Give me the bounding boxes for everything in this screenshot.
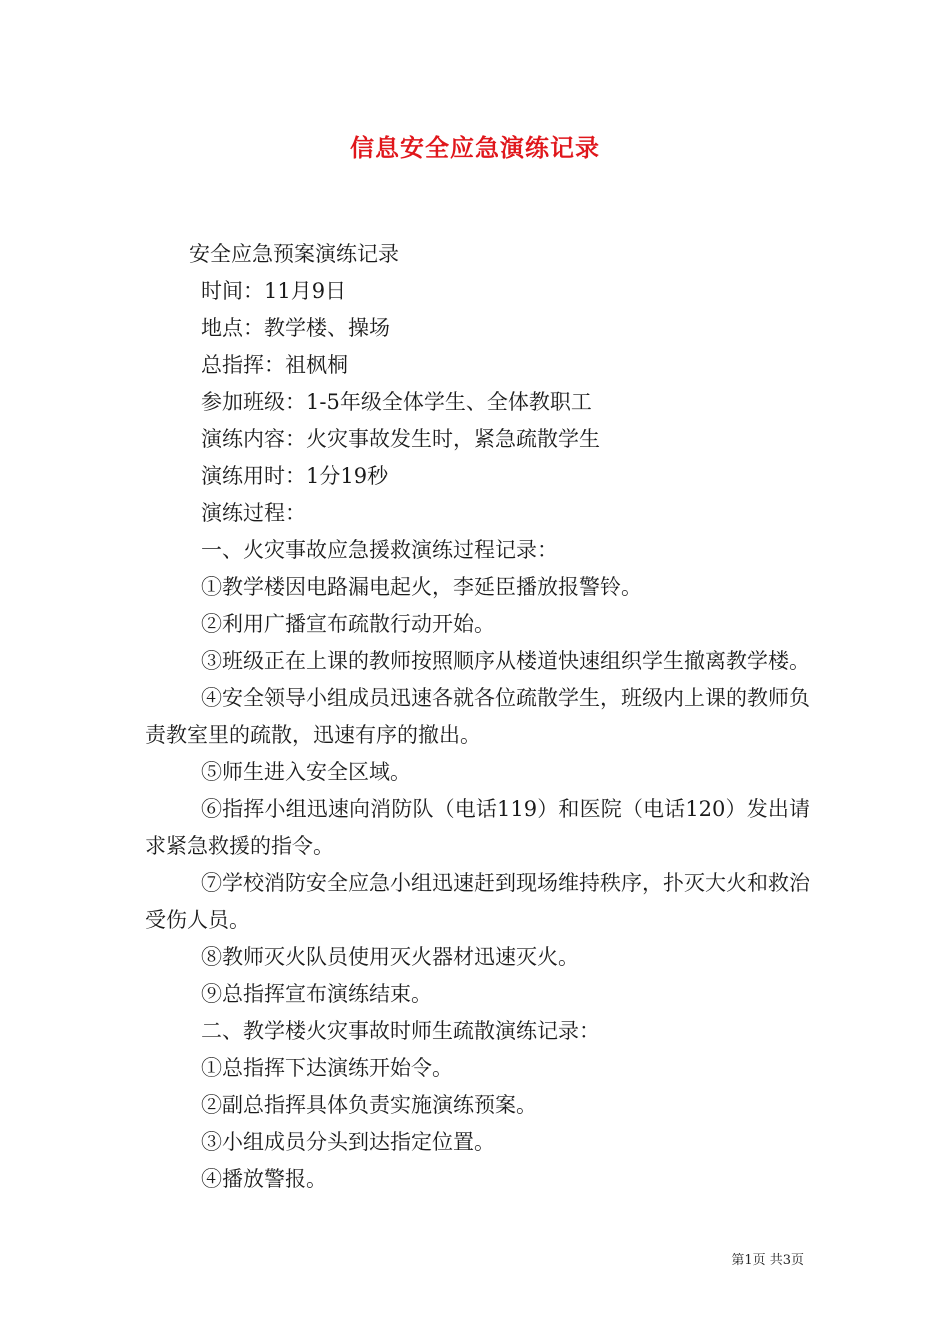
paragraph: ⑨总指挥宣布演练结束。 — [201, 982, 432, 1006]
paragraph: ④安全领导小组成员迅速各就各位疏散学生，班级内上课的教师负责教室里的疏散，迅速有序的撤出。 — [145, 686, 810, 747]
paragraph: ①总指挥下达演练开始令。 — [201, 1056, 453, 1080]
paragraph: 时间：11月9日 — [201, 279, 347, 303]
paragraph: ①教学楼因电路漏电起火，李延臣播放报警铃。 — [201, 575, 642, 599]
paragraph: 演练内容：火灾事故发生时，紧急疏散学生 — [201, 427, 600, 451]
paragraph: ④播放警报。 — [201, 1167, 327, 1191]
document-body — [145, 236, 810, 1198]
paragraph: 演练用时：1分19秒 — [201, 464, 389, 488]
paragraph: 安全应急预案演练记录 — [189, 242, 399, 266]
paragraph: ⑤师生进入安全区域。 — [201, 760, 411, 784]
paragraph: ⑧教师灭火队员使用灭火器材迅速灭火。 — [201, 945, 579, 969]
paragraph: ②利用广播宣布疏散行动开始。 — [201, 612, 495, 636]
paragraph: 二、教学楼火灾事故时师生疏散演练记录： — [201, 1019, 600, 1043]
paragraph: 一、火灾事故应急援救演练过程记录： — [201, 538, 558, 562]
paragraph: ②副总指挥具体负责实施演练预案。 — [201, 1093, 537, 1117]
document-title: 信息安全应急演练记录 — [350, 133, 600, 162]
paragraph: ⑥指挥小组迅速向消防队（电话119）和医院（电话120）发出请求紧急救援的指令。 — [145, 797, 810, 858]
paragraph: 地点：教学楼、操场 — [201, 316, 390, 340]
paragraph: 总指挥：祖枫桐 — [201, 353, 348, 377]
paragraph: ③小组成员分头到达指定位置。 — [201, 1130, 495, 1154]
page-number: 第1页 共3页 — [731, 1253, 804, 1268]
paragraph: 演练过程： — [201, 501, 306, 525]
paragraph: 参加班级：1-5年级全体学生、全体教职工 — [201, 390, 592, 414]
paragraph: ③班级正在上课的教师按照顺序从楼道快速组织学生撤离教学楼。 — [201, 649, 810, 673]
paragraph: ⑦学校消防安全应急小组迅速赶到现场维持秩序，扑灭大火和救治受伤人员。 — [145, 871, 810, 932]
